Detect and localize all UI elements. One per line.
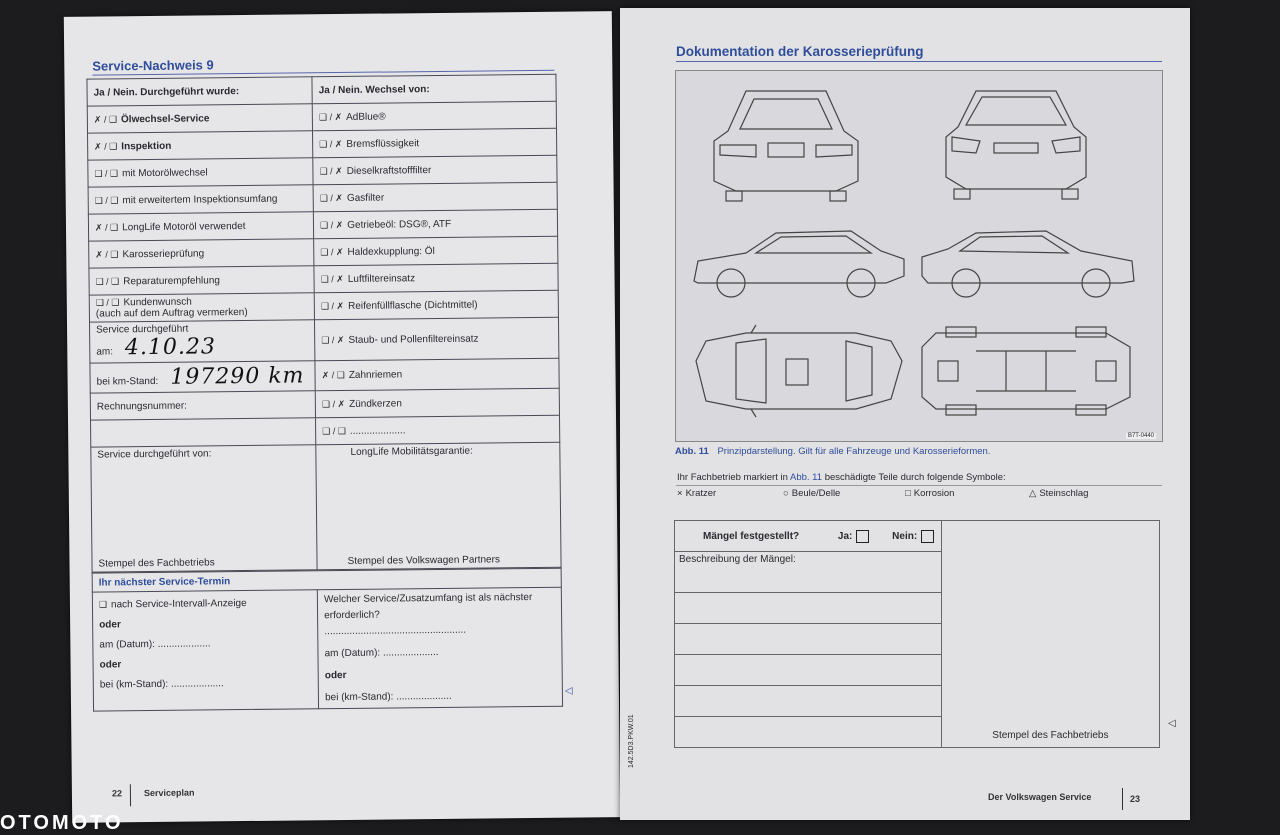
diagram-code: B7T-0440 [1127,433,1154,439]
defect-line[interactable] [675,593,942,624]
left-page [64,11,620,823]
checkbox-icon: ✗ / ❑ [95,248,119,260]
symbol-label: Kratzer [685,488,717,499]
checkbox-icon: ❑ / ✗ [320,246,344,257]
row-done-cell [89,266,314,295]
invoice-blank [91,418,316,447]
defect-line[interactable] [675,717,942,748]
col-head-done: Ja / Nein. Durchgeführt wurde: [87,77,312,106]
row-change-cell [313,128,557,158]
checkbox-icon: ❑ / ✗ [318,111,343,122]
symbol-icon: ○ [783,488,789,499]
row-done-cell [89,293,314,322]
row-done-label: mit Motorölwechsel [122,166,208,179]
checkbox-icon: ❑ / ❑ [95,297,120,308]
checkbox-icon: ❑ / ✗ [320,300,345,311]
defect-line[interactable] [675,624,942,655]
row-change-label: Reifenfüllflasche (Dichtmittel) [348,299,478,312]
row-change-label: Getriebeöl: DSG®, ATF [347,218,452,231]
symbol-item [677,488,716,499]
checkbox-icon: ❑ / ❑ [322,425,346,436]
row-done-label: Ölwechsel-Service [120,112,210,125]
row-change-cell [313,209,557,239]
checkbox-icon: ❑ / ✗ [320,273,344,284]
row-change-label: Luftfiltereinsatz [347,272,416,285]
mobility-label: LongLife Mobilitätsgarantie: [350,445,473,458]
row-change-label: AdBlue® [346,111,386,123]
next-right-cell [317,587,562,709]
defects-table [674,520,1160,748]
next-left-4: bei (km-Stand): ................... [99,678,224,691]
checkbox-icon: ❑ / ✗ [320,219,344,230]
row-change-label: Haldexkupplung: Öl [347,245,435,258]
next-right-3: bei (km-Stand): .................... [324,690,452,704]
car-outlines [676,71,1162,441]
row-extra-2: ❑ / ✗ Zündkerzen [315,388,559,418]
next-left-1: oder [99,619,121,631]
defect-line[interactable] [675,655,942,686]
row-change-cell [314,263,558,293]
row-done-label: Karosserieprüfung [122,247,205,260]
checkbox-icon: ✗ / ❑ [94,140,118,152]
title-rule [676,61,1162,62]
next-left-3: oder [99,659,122,671]
figure-caption [675,446,990,457]
next-left-2: am (Datum): ................... [99,638,211,651]
row-done-cell [88,212,313,241]
footer-divider [1122,788,1123,810]
next-service-title: Ihr nächster Service-Termin [92,568,561,592]
footer-divider [130,784,131,806]
row-change-cell [314,290,558,320]
next-service-table [92,568,563,712]
service-date-value: 4.10.23 [124,334,217,361]
performed-by-cell [91,445,317,572]
symbol-item [905,488,954,499]
row-change-label: Gasfilter [346,192,385,204]
checkbox-icon: ❑ / ✗ [321,398,346,409]
km-label: bei km-Stand: [96,375,159,388]
next-left-cell [92,590,318,711]
continue-arrow-icon: ◁ [564,685,573,697]
symbol-label: Korrosion [913,488,955,499]
symbol-icon: □ [905,488,911,499]
page-number: 23 [1130,794,1141,804]
row-extra-3: ❑ / ❑ .................... [316,415,560,445]
description-label: Beschreibung der Mängel: [675,552,942,593]
next-right-0: ................................................... [324,624,467,638]
caption-label: Abb. 11 [675,446,709,457]
row-change-cell [312,101,556,131]
stamp-label: Stempel des Fachbetriebs [992,730,1109,741]
stamp-partner: Stempel des Volkswagen Partners [347,554,500,567]
row-done-cell [87,104,312,133]
checkbox-icon: ❑ / ❑ [95,275,120,287]
symbol-label: Beule/Delle [791,488,841,499]
service-table [86,74,561,573]
next-left-0: ❑ nach Service-Intervall-Anzeige [98,598,247,611]
mobility-cell [316,442,561,570]
checkbox-icon: ❑ / ✗ [321,334,345,345]
car-underbody-view [922,327,1130,415]
car-side-left [694,231,904,297]
service-date-label: Service durchgeführt am: [96,323,189,358]
row-done-cell [89,239,314,268]
car-diagram [675,70,1163,442]
continue-arrow-icon: ◁ [1168,718,1176,729]
checkbox-icon: ✗ / ❑ [321,369,345,381]
row-change-label: Bremsflüssigkeit [346,137,420,150]
checkbox-icon: ✗ / ❑ [93,113,118,125]
checkbox-icon: ❑ / ❑ [94,194,119,206]
symbol-icon: × [677,488,683,499]
service-date-cell [89,320,315,363]
invoice-cell: Rechnungsnummer: [90,391,315,420]
page-title: Dokumentation der Karosserieprüfung [676,44,924,59]
defects-question: Mängel festgestellt? Ja: Nein: [675,521,942,552]
row-done-label: Inspektion [121,140,172,152]
next-right-2: oder [324,669,347,682]
row-done-cell [88,131,313,160]
stamp-dealer: Stempel des Fachbetriebs [98,557,215,570]
car-top-view [696,325,902,417]
defect-line[interactable] [675,686,942,717]
performed-by-label: Service durchgeführt von: [97,448,212,461]
symbol-icon: △ [1029,488,1037,499]
footer-title: Der Volkswagen Service [988,792,1092,802]
col-head-changed: Ja / Nein. Wechsel von: [312,74,556,104]
row-change-cell [313,155,557,185]
checkbox-icon: ❑ / ✗ [319,165,343,176]
row-change-cell [313,182,557,212]
right-page [620,8,1190,820]
row-done-label: LongLife Motoröl verwendet [122,220,246,233]
stamp-cell [941,521,1159,748]
row-done-label: Reparaturempfehlung [123,274,220,287]
row-done-cell [88,158,313,187]
checkbox-icon: ❑ / ✗ [319,192,343,203]
car-front-view [946,91,1086,199]
row-change-label: Dieselkraftstofffilter [346,164,432,177]
no-checkbox[interactable] [921,530,934,543]
row-extra-1: ✗ / ❑ Zahnriemen [315,358,559,391]
page-title: Service-Nachweis 9 [92,57,214,74]
checkbox-icon: ❑ / ❑ [94,167,119,179]
km-cell [90,361,315,393]
marking-instructions: Ihr Fachbetrieb markiert in Abb. 11 beschädigte Teile durch folgende Symbole: [677,472,1006,483]
caption-text: Prinzipdarstellung. Gilt für alle Fahrzeuge und Karosserieformen. [717,446,991,457]
symbols-rule [676,485,1162,486]
yes-checkbox[interactable] [856,530,869,543]
row-change-cell [314,236,558,266]
checkbox-icon: ✗ / ❑ [94,221,119,233]
symbol-label: Steinschlag [1039,488,1089,499]
checkbox-icon: ❑ / ✗ [319,138,343,149]
symbol-item [1029,488,1088,499]
watermark-logo: OTOMOTO [0,812,124,834]
km-value: 197290 km [170,363,305,390]
car-side-right [922,231,1134,297]
row-done-label: mit erweitertem Inspektionsumfang [122,193,278,206]
document-code: 142.5D3.PKW.01 [628,714,635,768]
row-extra-0: ❑ / ✗ Staub- und Pollenfiltereinsatz [315,317,559,361]
page-number: 22 [111,788,122,799]
next-right-1: am (Datum): .................... [324,647,439,660]
symbol-item [783,488,840,499]
row-done-label: Kundenwunsch (auch auf dem Auftrag vermerken) [95,296,248,320]
row-done-cell [88,185,313,214]
car-rear-view [714,91,858,201]
next-right-question: Welcher Service/Zusatzumfang ist als nächster erforderlich? [323,592,533,622]
footer-section: Serviceplan [143,787,195,799]
